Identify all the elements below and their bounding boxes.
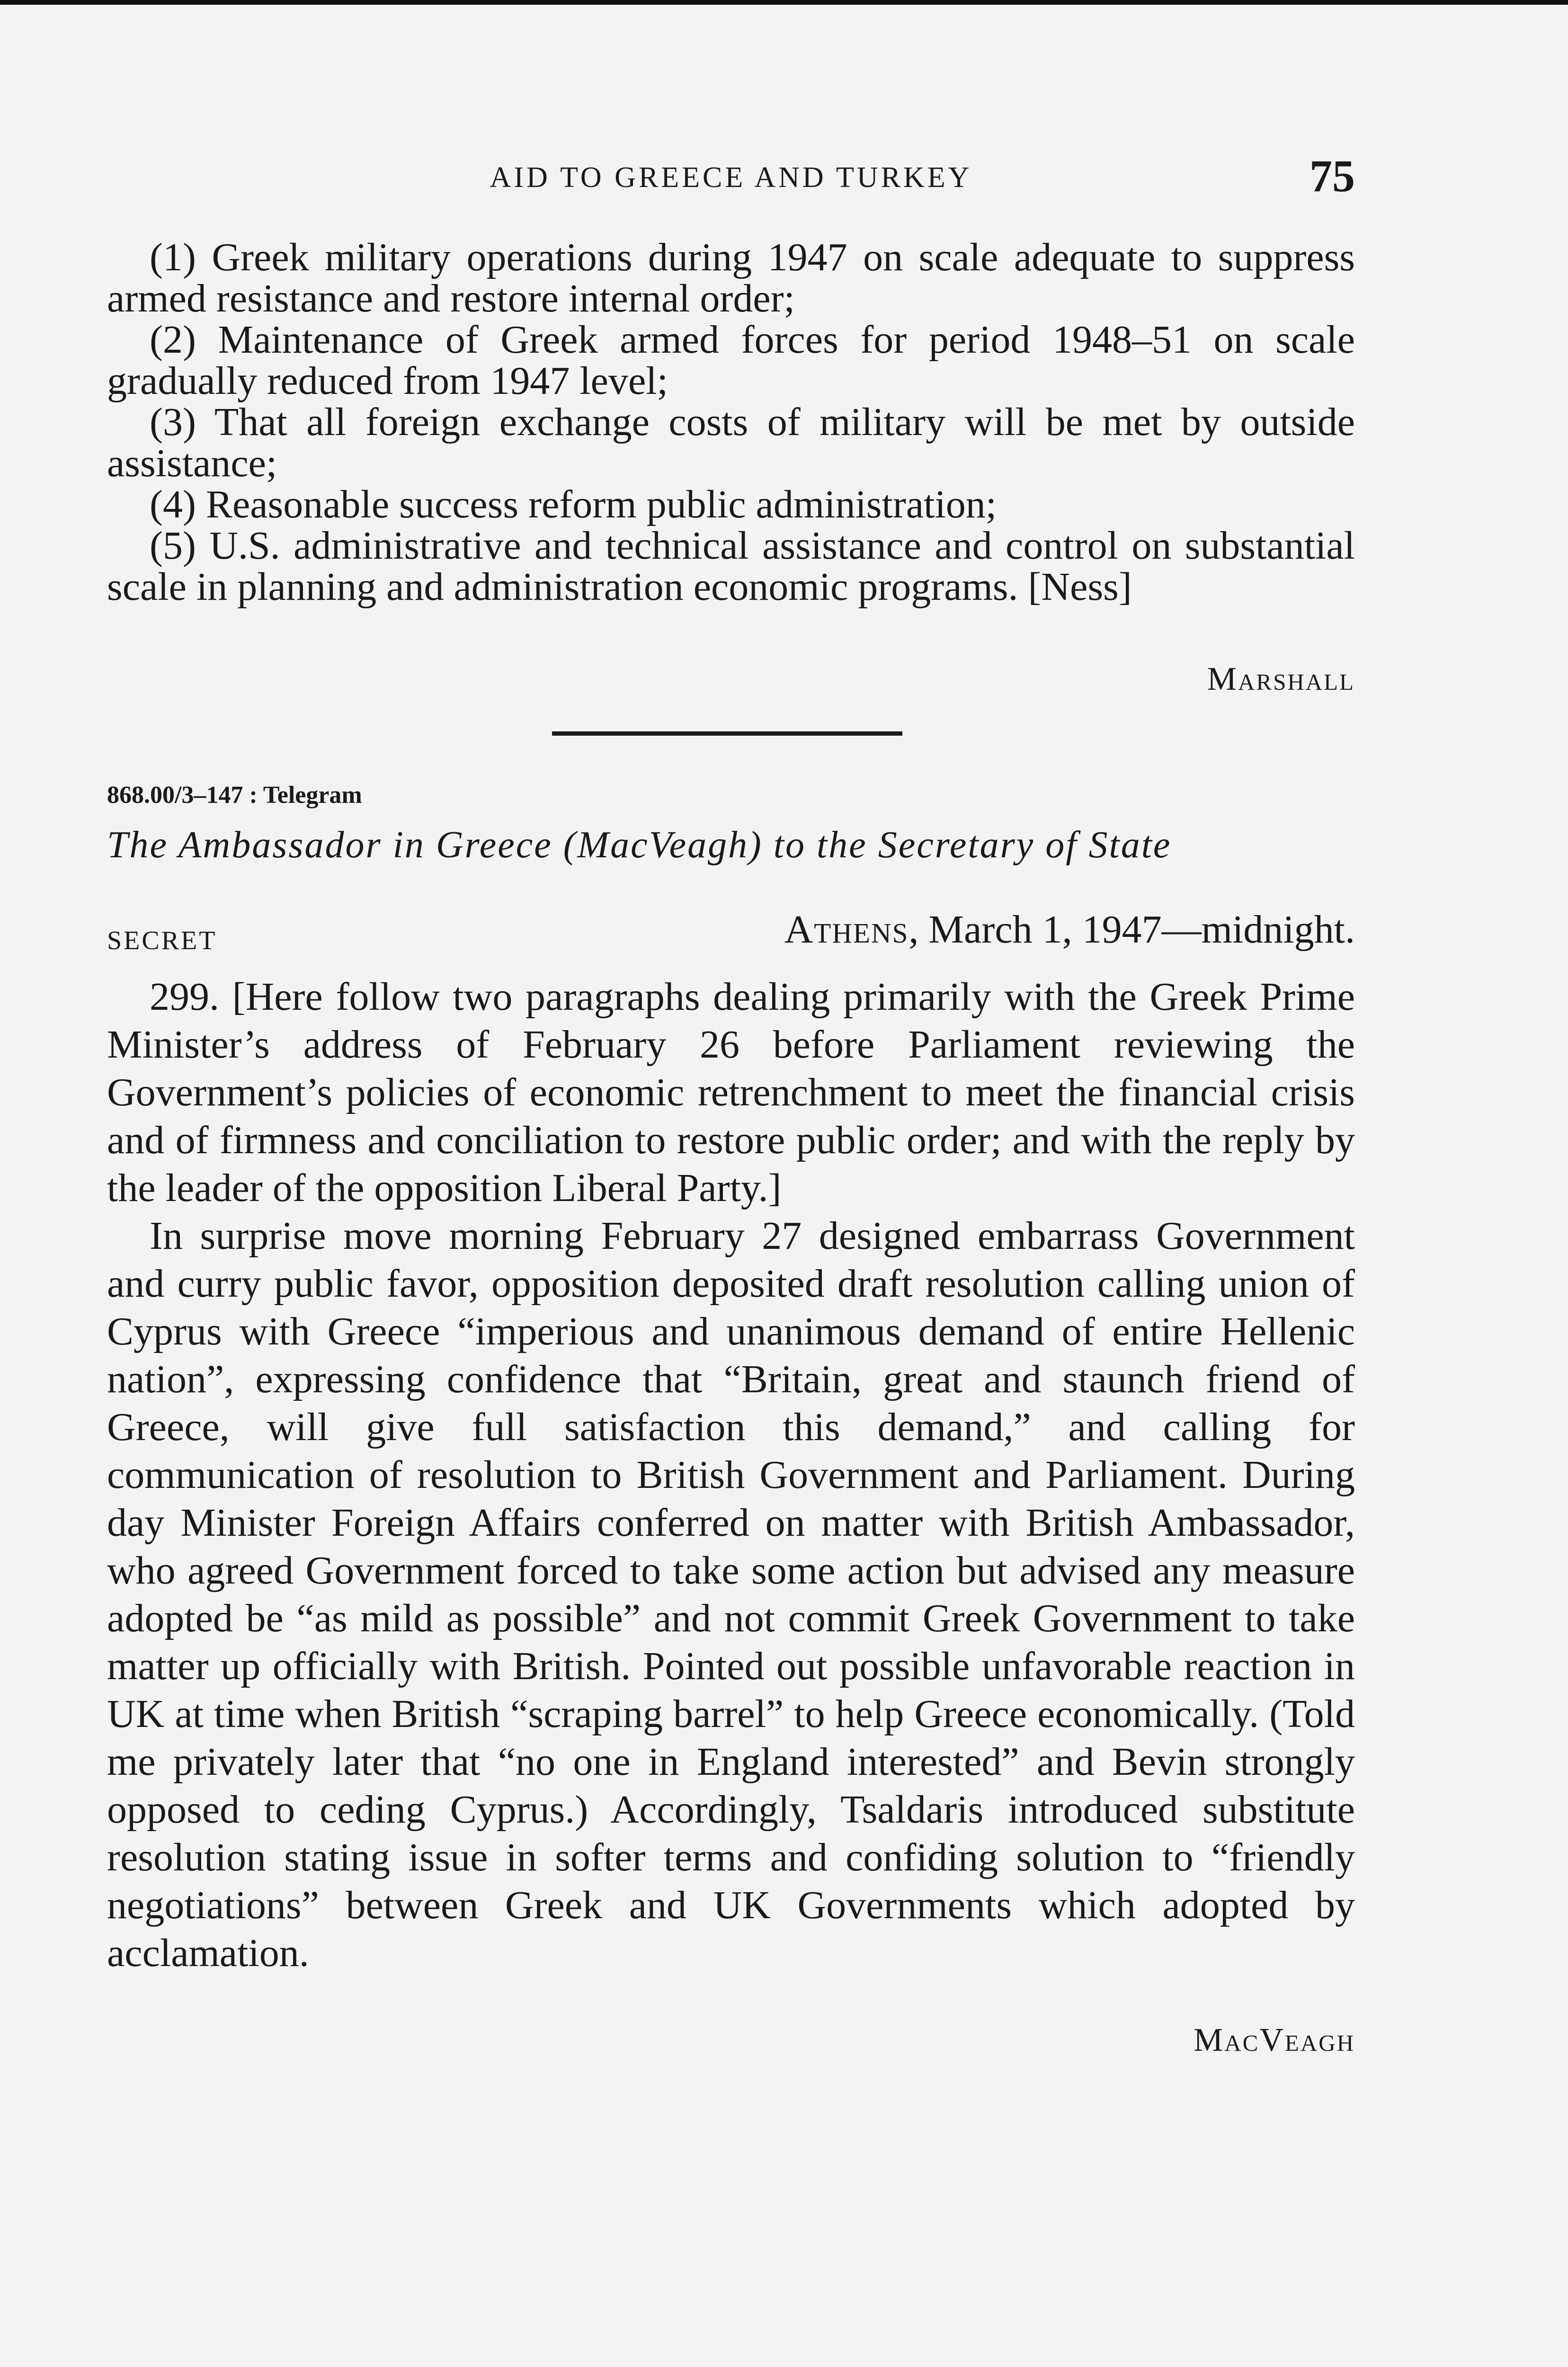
classification-label: SECRET: [107, 926, 217, 955]
file-reference: 868.00/3–147 : Telegram: [107, 782, 362, 809]
list-item: (4) Reasonable success reform public administration;: [150, 482, 997, 526]
scan-top-edge: [0, 0, 1568, 5]
running-title: AID TO GREECE AND TURKEY: [490, 161, 972, 194]
conditions-list: [107, 237, 1355, 607]
body-paragraph: 299. [Here follow two paragraphs dealing primarily with the Greek Prime Minister’s address of February 26 before Parliament reviewing the Government’s policies of economic retrenchment to meet the financial crisis and of firmness and conciliation to restore public order; and with the reply by the leader of the opposition Liberal Party.]: [107, 975, 1355, 1210]
page-number: 75: [1310, 151, 1355, 201]
running-head: [107, 151, 1355, 204]
list-item: (1) Greek military operations during 1947 on scale adequate to suppress armed resistance and restore internal order;: [107, 235, 1355, 320]
list-item: (5) U.S. administrative and technical assistance and control on substantial scale in planning and administration economic programs. [Ness]: [107, 524, 1355, 609]
signature-marshall: Marshall: [1207, 661, 1355, 697]
dateline-place: Athens: [784, 908, 909, 952]
list-item: (3) That all foreign exchange costs of military will be met by outside assistance;: [107, 400, 1355, 485]
dateline-date: , March 1, 1947—midnight.: [909, 908, 1355, 952]
telegram-body: [107, 973, 1355, 1977]
list-item: (2) Maintenance of Greek armed forces for period 1948–51 on scale gradually reduced from 1947 level;: [107, 318, 1355, 403]
document-title: The Ambassador in Greece (MacVeagh) to the Secretary of State: [107, 824, 1172, 866]
signature-macveagh: MacVeagh: [1194, 2022, 1355, 2058]
body-paragraph: In surprise move morning February 27 designed embarrass Government and curry public favor, opposition deposited draft resolution calling union of Cyprus with Greece “imperious and unanimous demand of entire Hellenic nation”, expressing confidence that “Britain, great and staunch friend of Greece, will give full satisfaction this demand,” and calling for communication of resolution to British Government and Parliament. During day Minister Foreign Affairs conferred on matter with British Ambassador, who agreed Government forced to take some action but advised any measure adopted be “as mild as possible” and not commit Greek Government to take matter up officially with British. Pointed out possible unfavorable reaction in UK at time when British “scraping barrel” to help Greece economically. (Told me privately later that “no one in England interested” and Bevin strongly opposed to ceding Cyprus.) Accordingly, Tsaldaris introduced substitute resolution stating issue in softer terms and confiding solution to “friendly negotiations” between Greek and UK Governments which adopted by acclamation.: [107, 1214, 1355, 1975]
dateline: [784, 907, 1355, 952]
section-divider: [552, 731, 902, 736]
